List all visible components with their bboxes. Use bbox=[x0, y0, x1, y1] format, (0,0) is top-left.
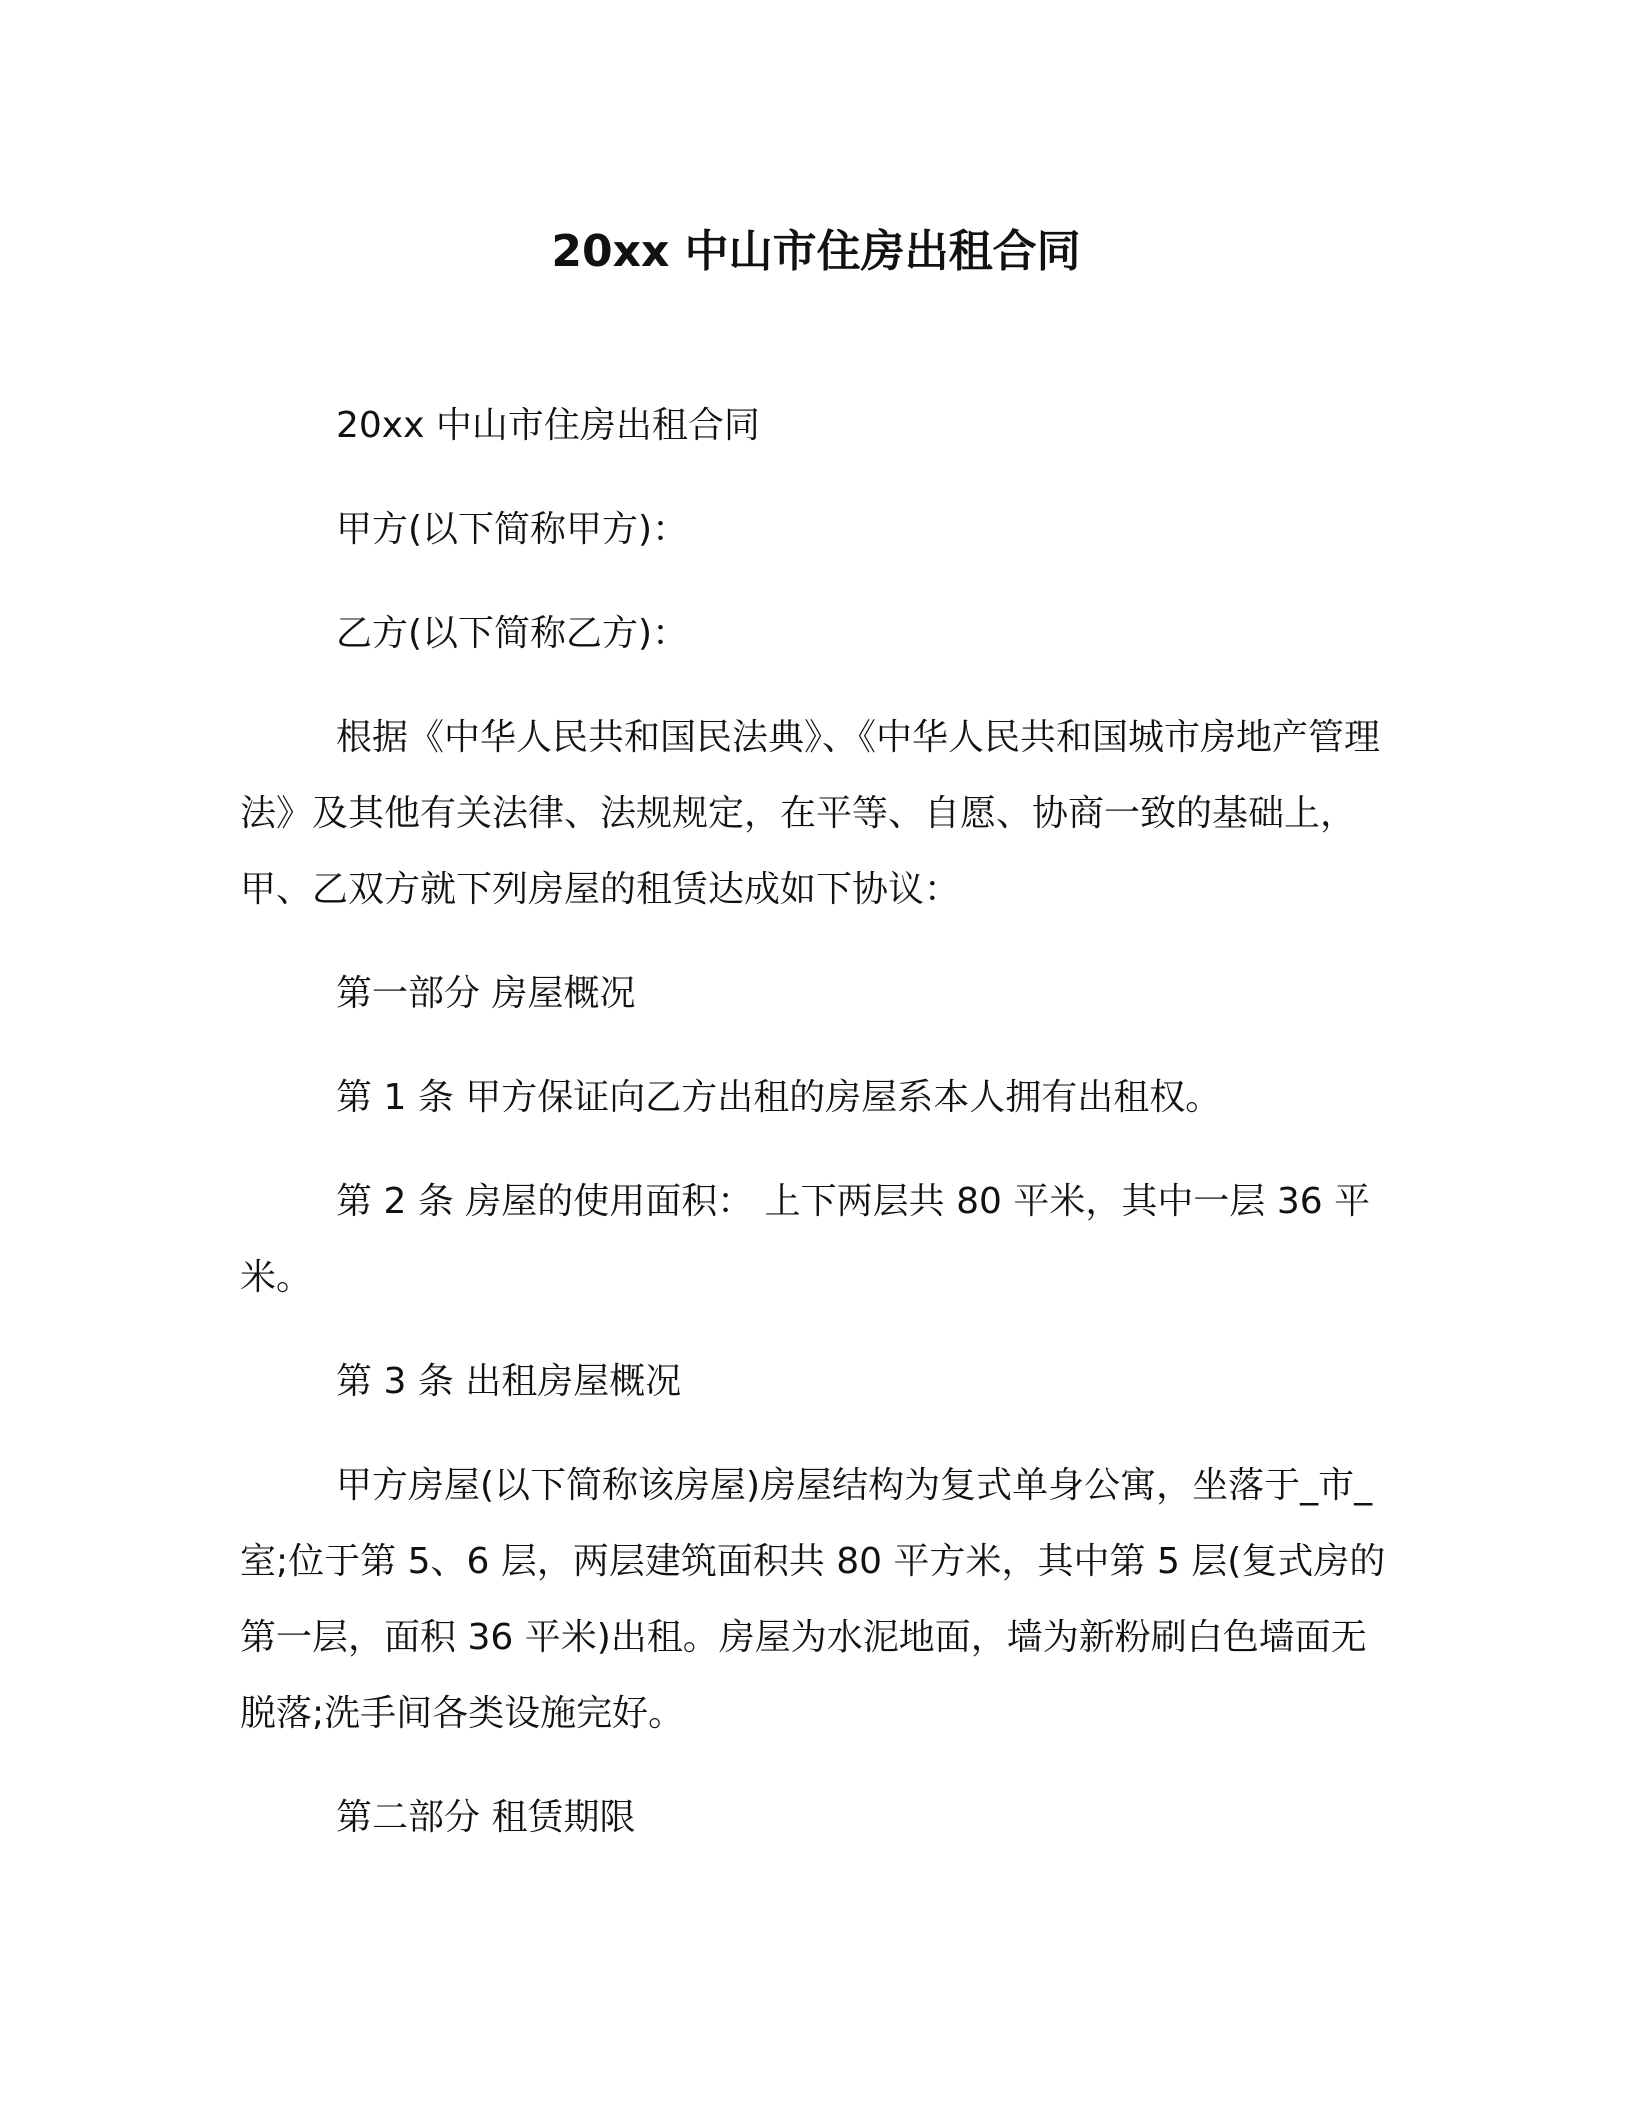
paragraph-article-1: 第 1 条 甲方保证向乙方出租的房屋系本人拥有出租权。 bbox=[336, 1077, 1222, 1118]
paragraph-house-description: 甲方房屋(以下简称该房屋)房屋结构为复式单身公寓，坐落于_市_室;位于第 5、6 层，两层建筑面积共 80 平方米，其中第 5 层(复式房的第一层，面积 36 平米)出租。房屋为水泥地面，墙为新粉刷白色墙面无脱落;洗手间各类设施完好。 bbox=[240, 1465, 1386, 1734]
paragraph-party-a: 甲方(以下简称甲方)： bbox=[336, 509, 689, 550]
document-title: 20xx 中山市住房出租合同 bbox=[551, 226, 1081, 277]
paragraph-legal-basis: 根据《中华人民共和国民法典》、《中华人民共和国城市房地产管理法》及其他有关法律、法规规定，在平等、自愿、协商一致的基础上，甲、乙双方就下列房屋的租赁达成如下协议： bbox=[240, 717, 1381, 910]
paragraph-article-3: 第 3 条 出租房屋概况 bbox=[336, 1361, 682, 1402]
section-heading-part-one: 第一部分 房屋概况 bbox=[336, 973, 636, 1014]
paragraph-contract-name: 20xx 中山市住房出租合同 bbox=[336, 405, 760, 446]
section-heading-part-two: 第二部分 租赁期限 bbox=[336, 1797, 636, 1838]
paragraph-article-2: 第 2 条 房屋的使用面积： 上下两层共 80 平米，其中一层 36 平米。 bbox=[240, 1181, 1371, 1298]
paragraph-party-b: 乙方(以下简称乙方)： bbox=[336, 613, 689, 654]
document-body bbox=[240, 388, 1390, 1884]
